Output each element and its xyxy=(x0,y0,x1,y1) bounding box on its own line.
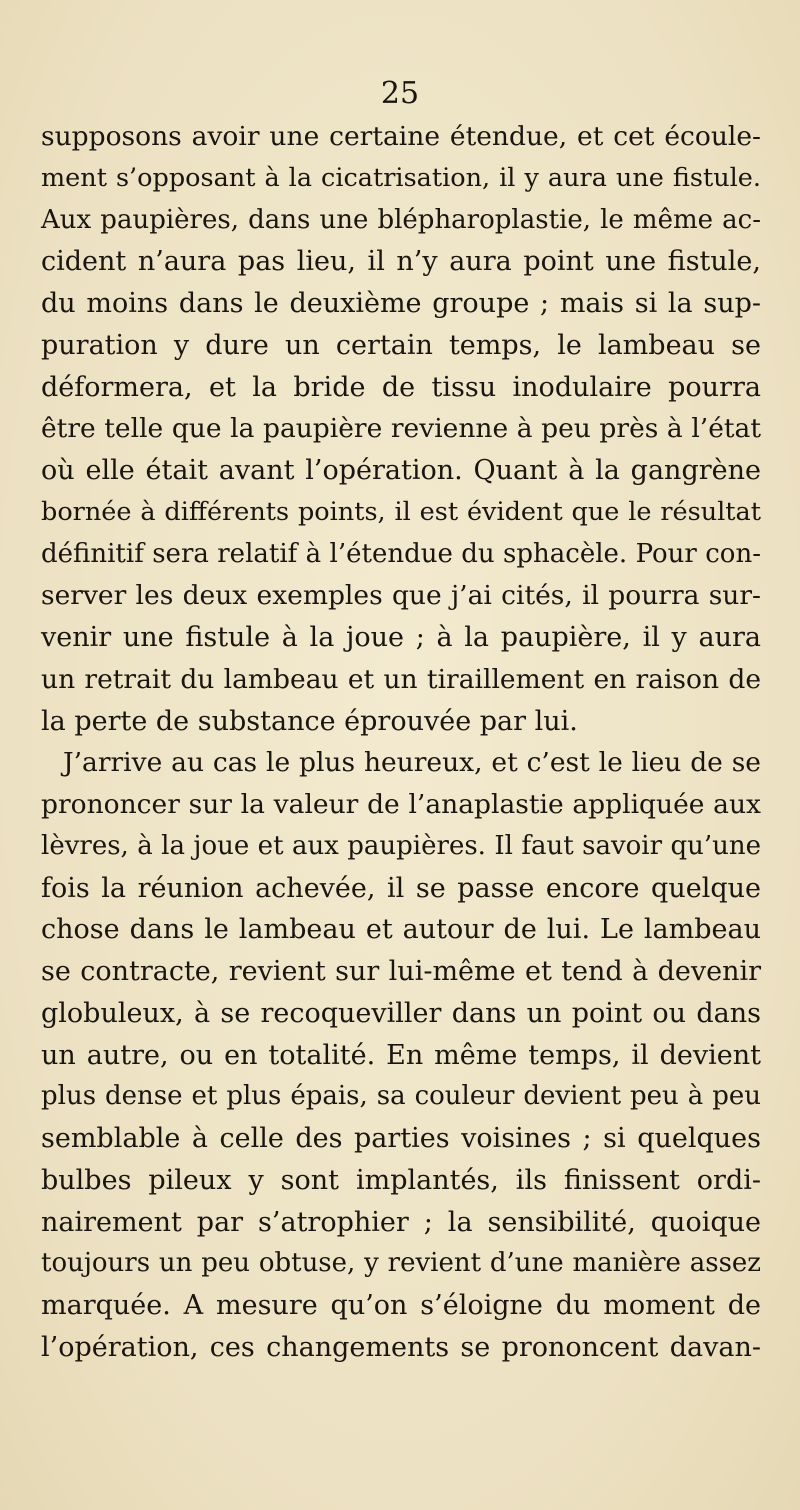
text-line: lèvres, à la joue et aux paupières. Il faut savoir qu’une xyxy=(41,830,761,861)
text-line: être telle que la paupière revienne à peu près à l’état xyxy=(41,413,761,445)
text-line: définitif sera relatif à l’étendue du sphacèle. Pour con- xyxy=(41,538,761,569)
text-line: J’arrive au cas le plus heureux, et c’est le lieu de se xyxy=(63,747,761,779)
text-line: la perte de substance éprouvée par lui. xyxy=(41,705,578,737)
text-line: se contracte, revient sur lui-même et tend à devenir xyxy=(41,956,761,987)
page-number: 25 xyxy=(380,76,420,111)
text-line: plus dense et plus épais, sa couleur devient peu à peu xyxy=(41,1081,761,1112)
text-line: cident n’aura pas lieu, il n’y aura point une fistule, xyxy=(41,246,761,278)
text-line: supposons avoir une certaine étendue, et cet écoule- xyxy=(41,121,761,152)
text-line: l’opération, ces changements se prononcent davan- xyxy=(41,1331,761,1363)
text-line: nairement par s’atrophier ; la sensibilité, quoique xyxy=(41,1206,761,1238)
text-line: marquée. A mesure qu’on s’éloigne du moment de xyxy=(41,1290,761,1321)
text-line: où elle était avant l’opération. Quant à la gangrène xyxy=(41,455,761,486)
body-text xyxy=(41,116,761,1369)
text-line: bornée à différents points, il est évident que le résultat xyxy=(41,496,761,527)
text-line: déformera, et la bride de tissu inodulaire pourra xyxy=(41,371,761,403)
text-line: du moins dans le deuxième groupe ; mais si la sup- xyxy=(41,288,761,319)
text-line: venir une fistule à la joue ; à la paupière, il y aura xyxy=(41,622,761,653)
text-line: toujours un peu obtuse, y revient d’une manière assez xyxy=(41,1248,761,1279)
text-line: Aux paupières, dans une blépharoplastie, le même ac- xyxy=(41,204,761,235)
text-line: puration y dure un certain temps, le lambeau se xyxy=(41,329,761,361)
text-line: un autre, ou en totalité. En même temps, il devient xyxy=(41,1039,761,1071)
text-line: ment s’opposant à la cicatrisation, il y aura une fistule. xyxy=(41,162,761,193)
text-line: prononcer sur la valeur de l’anaplastie appliquée aux xyxy=(41,789,761,820)
text-line: chose dans le lambeau et autour de lui. Le lambeau xyxy=(41,914,761,946)
text-line: fois la réunion achevée, il se passe encore quelque xyxy=(41,872,761,904)
text-line: globuleux, à se recoqueviller dans un point ou dans xyxy=(41,997,761,1029)
text-line: un retrait du lambeau et un tiraillement en raison de xyxy=(41,663,761,695)
text-line: semblable à celle des parties voisines ; si quelques xyxy=(41,1123,761,1154)
text-line: server les deux exemples que j’ai cités, il pourra sur- xyxy=(41,580,761,612)
text-line: bulbes pileux y sont implantés, ils finissent ordi- xyxy=(41,1164,761,1196)
